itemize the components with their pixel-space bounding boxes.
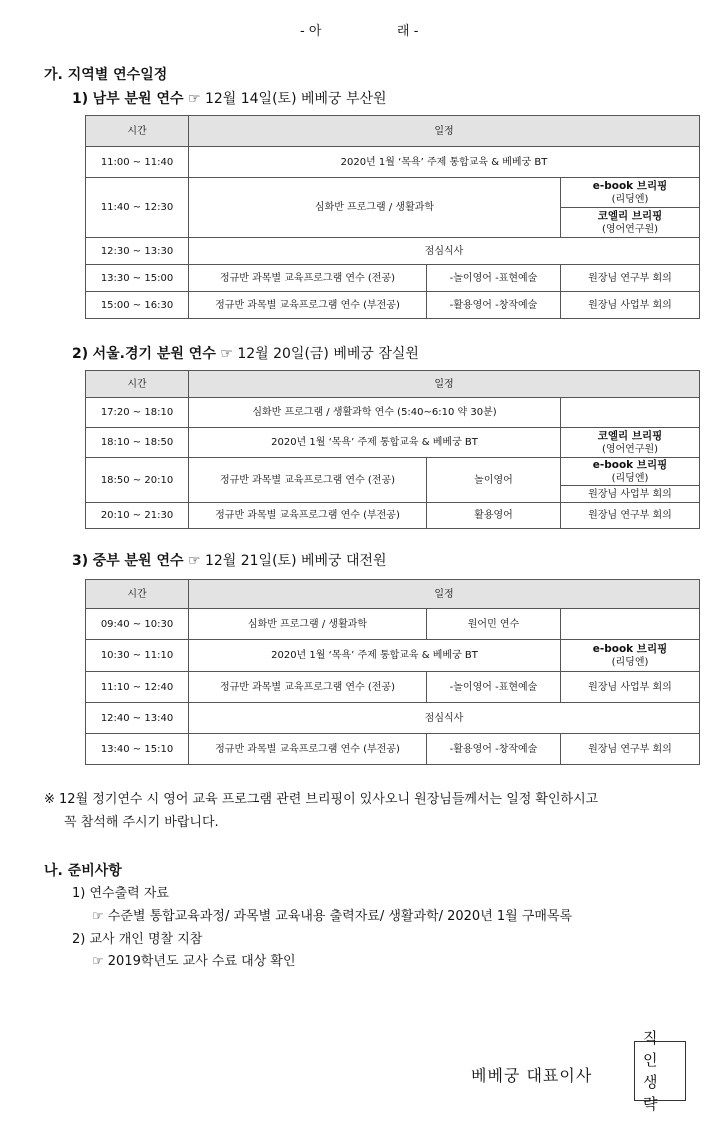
empty-cell [561,398,700,428]
time-cell: 18:10 ~ 18:50 [86,428,189,458]
section-ga-title: 가. 지역별 연수일정 [44,67,168,83]
schedule-cell: 심화반 프로그램 / 생활과학 [189,609,427,640]
schedule-cell: 정규반 과목별 교육프로그램 연수 (부전공) [189,734,427,765]
time-cell: 15:00 ~ 16:30 [86,292,189,319]
subject-cell: 원어민 연수 [427,609,561,640]
meeting-cell: 원장님 연구부 회의 [561,503,700,529]
prep-item-2: 2) 교사 개인 명찰 지참 [72,932,203,947]
time-cell: 17:20 ~ 18:10 [86,398,189,428]
time-cell: 13:40 ~ 15:10 [86,734,189,765]
schedule-cell: 점심식사 [189,238,700,265]
notice-line-1: ※ 12월 정기연수 시 영어 교육 프로그램 관련 브리핑이 있사오니 원장님들께서는 일정 확인하시고 [44,792,599,807]
time-cell: 13:30 ~ 15:00 [86,265,189,292]
meeting-cell: 원장님 사업부 회의 [561,672,700,703]
section-na-title: 나. 준비사항 [44,863,122,879]
time-cell: 11:10 ~ 12:40 [86,672,189,703]
time-cell: 09:40 ~ 10:30 [86,609,189,640]
schedule-cell: 2020년 1월 ‘목욕’ 주제 통합교육 & 베베궁 BT [189,147,700,178]
schedule-cell: 정규반 과목별 교육프로그램 연수 (부전공) [189,503,427,529]
time-cell: 10:30 ~ 11:10 [86,640,189,672]
schedule-cell: 2020년 1월 ‘목욕’ 주제 통합교육 & 베베궁 BT [189,640,561,672]
schedule-cell: 심화반 프로그램 / 생활과학 연수 (5:40~6:10 약 30분) [189,398,561,428]
meeting-cell: 원장님 사업부 회의 [561,486,700,503]
time-cell: 20:10 ~ 21:30 [86,503,189,529]
briefing-cell: 코엘리 브리핑 (영어연구원) [561,208,700,238]
prep-detail-2: ☞ 2019학년도 교사 수료 대상 확인 [92,954,296,969]
central-schedule-table [85,579,700,765]
meeting-cell: 원장님 연구부 회의 [561,734,700,765]
prep-item-1: 1) 연수출력 자료 [72,886,169,901]
subject-cell: -활용영어 -창작예술 [427,292,561,319]
meeting-cell: 원장님 사업부 회의 [561,292,700,319]
briefing-cell: e-book 브리핑 (리딩엔) [561,640,700,672]
time-cell: 11:40 ~ 12:30 [86,178,189,238]
col-schedule-header: 일정 [189,580,700,609]
briefing-cell: e-book 브리핑 (리딩엔) [561,458,700,486]
time-cell: 12:30 ~ 13:30 [86,238,189,265]
col-schedule-header: 일정 [189,116,700,147]
central-title: 3) 중부 분원 연수 ☞ 12월 21일(토) 베베궁 대전원 [72,553,387,569]
prep-detail-1: ☞ 수준별 통합교육과정/ 과목별 교육내용 출력자료/ 생활과학/ 2020년 1월 구매목록 [92,909,573,924]
time-cell: 12:40 ~ 13:40 [86,703,189,734]
subject-cell: 놀이영어 [427,458,561,503]
briefing-cell: e-book 브리핑 (리딩엔) [561,178,700,208]
col-time-header: 시간 [86,580,189,609]
south-title: 1) 남부 분원 연수 ☞ 12월 14일(토) 베베궁 부산원 [72,91,387,107]
subject-cell: -놀이영어 -표현예술 [427,672,561,703]
col-time-header: 시간 [86,116,189,147]
subject-cell: -활용영어 -창작예술 [427,734,561,765]
schedule-cell: 점심식사 [189,703,700,734]
signature: 베베궁 대표이사 [471,1066,593,1085]
schedule-cell: 2020년 1월 ‘목욕’ 주제 통합교육 & 베베궁 BT [189,428,561,458]
meeting-cell: 원장님 연구부 회의 [561,265,700,292]
schedule-cell: 정규반 과목별 교육프로그램 연수 (전공) [189,265,427,292]
col-schedule-header: 일정 [189,371,700,398]
schedule-cell: 정규반 과목별 교육프로그램 연수 (부전공) [189,292,427,319]
briefing-cell: 코엘리 브리핑 (영어연구원) [561,428,700,458]
seoul-schedule-table [85,370,700,529]
time-cell: 11:00 ~ 11:40 [86,147,189,178]
col-time-header: 시간 [86,371,189,398]
schedule-cell: 정규반 과목별 교육프로그램 연수 (전공) [189,458,427,503]
subject-cell: -놀이영어 -표현예술 [427,265,561,292]
seoul-title: 2) 서울.경기 분원 연수 ☞ 12월 20일(금) 베베궁 잠실원 [72,346,419,362]
south-schedule-table [85,115,700,319]
schedule-cell: 정규반 과목별 교육프로그램 연수 (전공) [189,672,427,703]
heading-note-left: - 아 [300,24,322,39]
empty-cell [561,609,700,640]
schedule-cell: 심화반 프로그램 / 생활과학 [189,178,561,238]
subject-cell: 활용영어 [427,503,561,529]
heading-note-right: 래 - [397,24,419,39]
time-cell: 18:50 ~ 20:10 [86,458,189,503]
seal-stamp: 직 인 생 략 [634,1041,686,1101]
notice-line-2: 꼭 참석해 주시기 바랍니다. [64,815,219,830]
